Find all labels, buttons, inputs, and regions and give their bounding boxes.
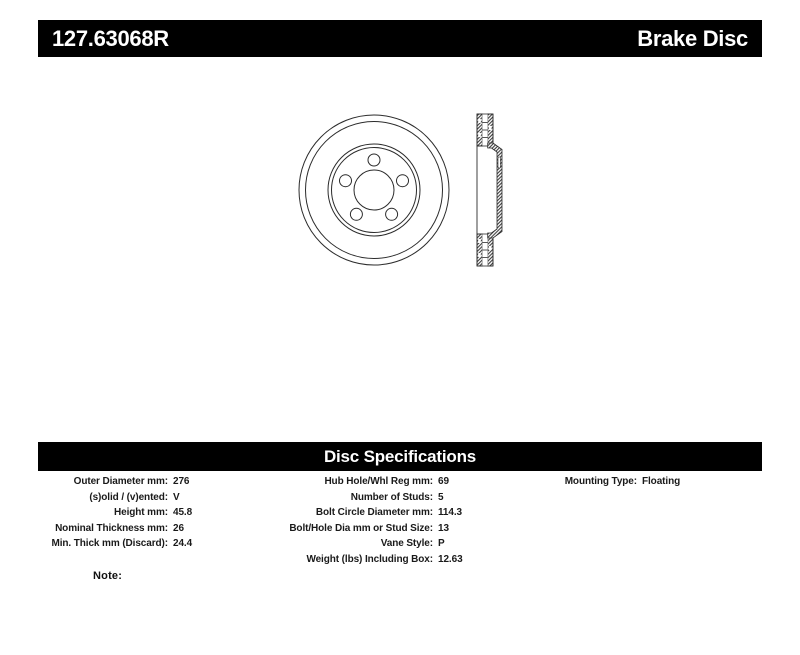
spec-value: V bbox=[173, 491, 180, 503]
section-bottom-friction-ring bbox=[477, 234, 493, 266]
spec-label: Weight (lbs) Including Box: bbox=[306, 553, 433, 565]
spec-value: 114.3 bbox=[438, 507, 462, 519]
spec-row bbox=[279, 552, 520, 568]
spec-label: Nominal Thickness mm: bbox=[55, 522, 168, 534]
hub-outer-circle bbox=[328, 144, 420, 236]
spec-label: Height mm: bbox=[113, 507, 168, 519]
front-view-drawing bbox=[299, 115, 449, 265]
spec-value: 26 bbox=[173, 522, 184, 534]
specs-table bbox=[38, 474, 762, 569]
spec-value: 24.4 bbox=[173, 538, 193, 550]
spec-value: P bbox=[438, 538, 445, 550]
spec-label: Outer Diameter mm: bbox=[73, 476, 168, 487]
spec-label: Min. Thick mm (Discard): bbox=[51, 538, 168, 550]
spec-label: Number of Studs: bbox=[350, 491, 433, 503]
part-number: 127.63068R bbox=[52, 25, 169, 51]
outer-diameter-circle bbox=[299, 115, 449, 265]
friction-surface-circle bbox=[306, 122, 443, 259]
product-title: Brake Disc bbox=[637, 25, 748, 51]
spec-row bbox=[38, 474, 279, 490]
spec-label: Bolt/Hole Dia mm or Stud Size: bbox=[289, 522, 433, 534]
spec-value: 69 bbox=[438, 476, 449, 487]
spec-label: Bolt Circle Diameter mm: bbox=[315, 507, 433, 519]
stud-hole bbox=[397, 175, 409, 187]
stud-hole bbox=[350, 208, 362, 220]
spec-row bbox=[38, 490, 279, 506]
spec-row bbox=[279, 505, 520, 521]
spec-row bbox=[279, 490, 520, 506]
spec-row bbox=[38, 521, 279, 537]
spec-value: 5 bbox=[438, 491, 444, 503]
note-label: Note: bbox=[93, 570, 123, 582]
spec-row bbox=[520, 474, 762, 490]
spec-label: Mounting Type: bbox=[564, 476, 637, 487]
spec-value: 12.63 bbox=[438, 553, 463, 565]
stud-hole bbox=[386, 208, 398, 220]
specs-section-title: Disc Specifications bbox=[323, 446, 477, 466]
specs-column-dimensions bbox=[38, 474, 279, 552]
spec-row bbox=[279, 521, 520, 537]
spec-label: Hub Hole/Whl Reg mm: bbox=[324, 476, 433, 487]
spec-row bbox=[279, 474, 520, 490]
section-stud-hole-slot bbox=[498, 157, 500, 168]
spec-label: (s)olid / (v)ented: bbox=[89, 491, 168, 503]
stud-hole bbox=[340, 175, 352, 187]
section-top-friction-ring bbox=[477, 114, 493, 146]
specs-column-mounting bbox=[520, 474, 762, 490]
specs-column-hub-studs bbox=[279, 474, 520, 568]
spec-value: 13 bbox=[438, 522, 449, 534]
cross-section-drawing bbox=[477, 114, 502, 266]
spec-label: Vane Style: bbox=[380, 538, 433, 550]
spec-value: 276 bbox=[173, 476, 190, 487]
spec-row bbox=[279, 536, 520, 552]
hub-inner-circle bbox=[332, 148, 417, 233]
header-bar bbox=[38, 20, 762, 57]
spec-value: Floating bbox=[642, 476, 681, 487]
spec-value: 45.8 bbox=[173, 507, 193, 519]
center-hole-circle bbox=[354, 170, 394, 210]
specs-section-header bbox=[38, 442, 762, 471]
brake-disc-drawing bbox=[285, 100, 525, 280]
spec-row bbox=[38, 536, 279, 552]
stud-hole bbox=[368, 154, 380, 166]
spec-row bbox=[38, 505, 279, 521]
